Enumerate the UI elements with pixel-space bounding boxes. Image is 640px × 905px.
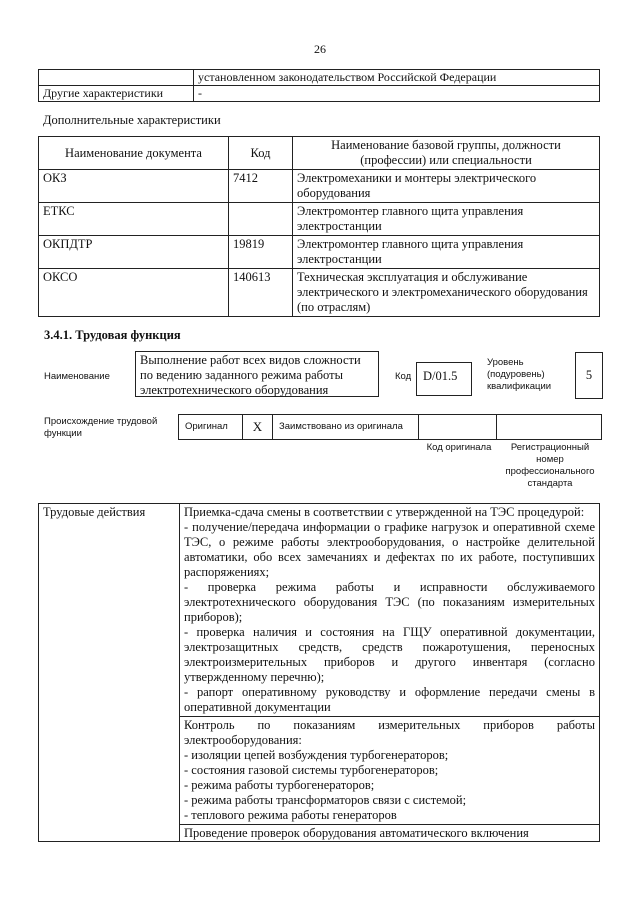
row-label: Другие характеристики [39, 86, 194, 102]
original-cell: Оригинал [179, 415, 243, 440]
page-number: 26 [314, 42, 326, 56]
registration-number-label: Регистрационный номер профессионального стандарта [505, 442, 595, 489]
function-code-box: D/01.5 [416, 362, 472, 396]
header-doc: Наименование документа [39, 137, 229, 170]
table-row [39, 504, 600, 717]
table-header-row [39, 137, 600, 170]
doc-cell: ОКПДТР [39, 236, 229, 269]
original-mark: X [243, 415, 273, 440]
table-row [39, 203, 600, 236]
header-name: Наименование базовой группы, должности (профессии) или специальности [293, 137, 600, 170]
additional-characteristics-title: Дополнительные характеристики [43, 113, 221, 127]
code-cell: 19819 [229, 236, 293, 269]
function-code-label: Код [395, 371, 412, 382]
row-value: - [194, 86, 600, 102]
action-cell [180, 825, 600, 842]
section-title: 3.4.1. Трудовая функция [44, 328, 181, 342]
name-cell: Электромонтер главного щита управления электростанции [293, 236, 600, 269]
action-cell [180, 504, 600, 717]
origin-table [178, 414, 602, 440]
original-code-label: Код оригинала [426, 442, 492, 453]
table-row [39, 170, 600, 203]
action-line: - рапорт оперативному руководству и оформление передачи смены в оперативной документации [184, 685, 595, 714]
doc-cell: ЕТКС [39, 203, 229, 236]
top-characteristics-table [38, 69, 600, 102]
function-name-label: Наименование [44, 371, 110, 382]
qualification-level-label: Уровень (подуровень) квалификации [487, 357, 552, 392]
action-line: Проведение проверок оборудования автоматического включения [184, 826, 529, 840]
code-cell: 140613 [229, 269, 293, 317]
action-line: Приемка-сдача смены в соответствии с утвержденной на ТЭС процедурой: [184, 505, 585, 519]
borrowed-cell: Заимствовано из оригинала [273, 415, 419, 440]
table-row [39, 236, 600, 269]
qualification-level-box: 5 [575, 352, 603, 399]
additional-characteristics-table [38, 136, 600, 317]
name-cell: Техническая эксплуатация и обслуживание электрического и электромеханического оборудования (по отраслям) [293, 269, 600, 317]
action-line: - теплового режима работы генераторов [184, 808, 397, 822]
action-line: - проверка режима работы и исправности обслуживаемого электротехнического оборудования ТЭС (по показаниям измерительных приборов); [184, 580, 595, 624]
action-line: - режима работы турбогенераторов; [184, 778, 375, 792]
labor-actions-label: Трудовые действия [39, 504, 180, 842]
action-line: - режима работы трансформаторов связи с системой; [184, 793, 467, 807]
row-label [39, 70, 194, 86]
doc-cell: ОКСО [39, 269, 229, 317]
action-line: - получение/передача информации о графике нагрузок и оперативной схеме ТЭС, о режиме работы электрооборудования, о настройке делительной автоматики, обо всех замечаниях и дефектах по их работе, поступивших распоряжениях; [184, 520, 595, 579]
table-row [39, 70, 600, 86]
action-cell [180, 717, 600, 825]
doc-cell: ОКЗ [39, 170, 229, 203]
action-line: - изоляции цепей возбуждения турбогенераторов; [184, 748, 449, 762]
action-line: - проверка наличия и состояния на ГЩУ оперативной документации, электрозащитных средств, средств пожаротушения, переносных электроизмерительных приборов и другого инвентаря (согласно утвержденному перечню); [184, 625, 595, 684]
action-line: - состояния газовой системы турбогенераторов; [184, 763, 439, 777]
registration-number-cell [497, 415, 602, 440]
function-name-box: Выполнение работ всех видов сложности по ведению заданного режима работы электротехнического оборудования [135, 351, 379, 397]
action-line: Контроль по показаниям измерительных приборов работы электрооборудования: [184, 718, 595, 747]
row-value: установленном законодательством Российской Федерации [194, 70, 600, 86]
table-row [39, 86, 600, 102]
name-cell: Электромонтер главного щита управления электростанции [293, 203, 600, 236]
original-code-cell [419, 415, 497, 440]
code-cell: 7412 [229, 170, 293, 203]
table-row [39, 269, 600, 317]
table-row [179, 415, 602, 440]
labor-actions-table [38, 503, 600, 842]
header-code: Код [229, 137, 293, 170]
code-cell [229, 203, 293, 236]
origin-label: Происхождение трудовой функции [44, 416, 158, 439]
name-cell: Электромеханики и монтеры электрического оборудования [293, 170, 600, 203]
